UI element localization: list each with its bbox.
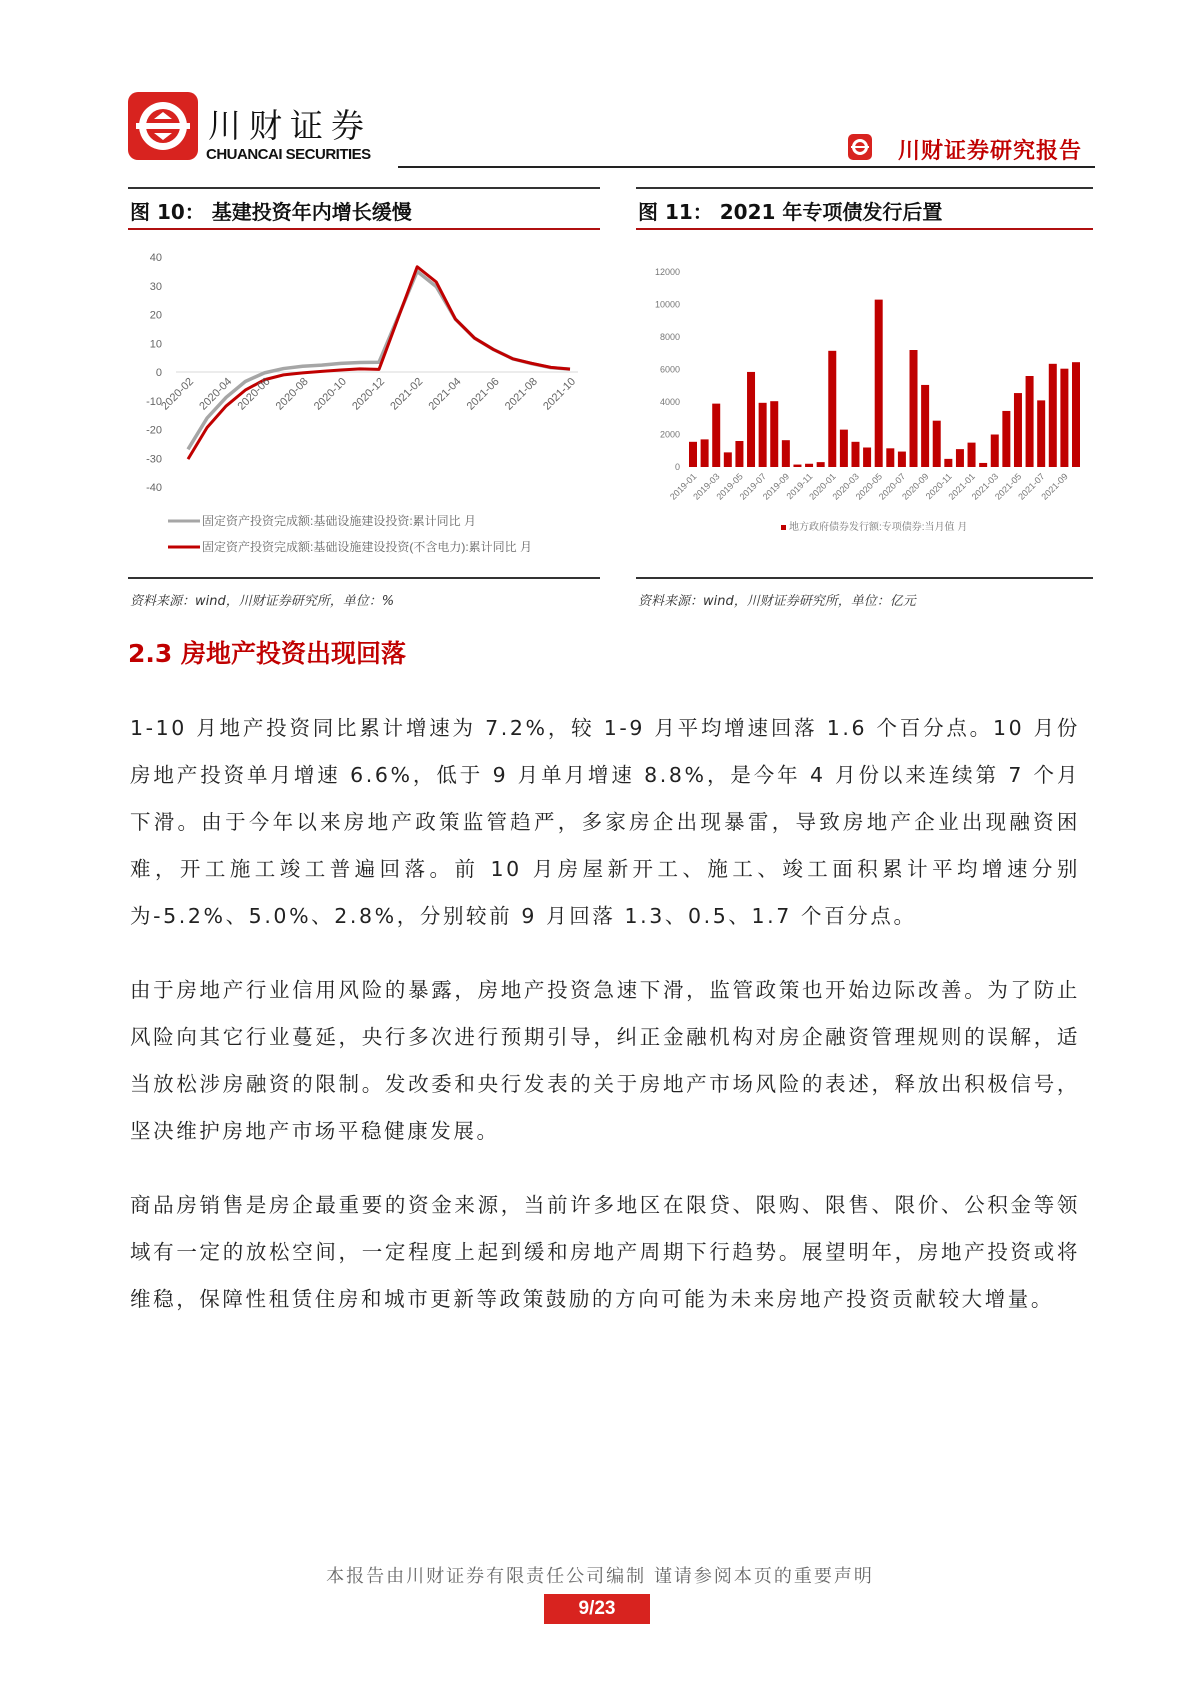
- bar: [689, 442, 697, 467]
- y-tick-label: -10: [146, 395, 162, 408]
- x-tick-label: 2021-01: [946, 471, 977, 502]
- legend-swatch: [781, 525, 786, 530]
- bar: [735, 441, 743, 467]
- bar: [793, 465, 801, 467]
- bar: [805, 464, 813, 467]
- brand-name-en: CHUANCAI SECURITIES: [206, 146, 371, 163]
- x-tick-label: 2021-06: [464, 375, 502, 413]
- x-tick-label: 2019-01: [667, 471, 699, 502]
- y-tick-label: 10000: [654, 299, 680, 310]
- bar: [770, 401, 778, 467]
- bar: [851, 442, 859, 467]
- y-tick-label: 8000: [659, 332, 680, 342]
- y-tick-label: 0: [674, 462, 680, 472]
- bar: [956, 449, 964, 467]
- paragraph: 商品房销售是房企最重要的资金来源，当前许多地区在限贷、限购、限售、限价、公积金等领域有一定的放松空间，一定程度上起到缓和房地产周期下行趋势。展望明年，房地产投资或将维稳，保障性租赁住房和城市更新等政策鼓励的方向可能为未来房地产投资贡献较大增量。: [130, 1193, 1080, 1311]
- line-chart: [128, 235, 600, 570]
- x-tick-label: 2019-07: [737, 471, 769, 502]
- bar: [1014, 393, 1022, 467]
- figure-11-title: 图 11： 2021 年专项债发行后置: [638, 200, 943, 224]
- bar: [875, 300, 883, 467]
- legend-label: 固定资产投资完成额:基础设施建设投资:累计同比 月: [202, 514, 477, 528]
- bar: [1037, 400, 1045, 467]
- x-tick-label: 2020-02: [159, 375, 197, 413]
- x-tick-label: 2019-11: [784, 471, 815, 502]
- bar: [1049, 364, 1057, 467]
- y-tick-label: 2000: [659, 429, 680, 440]
- section-heading: 2.3 房地产投资出现回落: [128, 639, 406, 668]
- bar: [1026, 376, 1034, 467]
- figure-top-rule: [128, 187, 600, 189]
- bar-chart: [636, 235, 1093, 570]
- figure-10-source: 资料来源：wind，川财证券研究所，单位：%: [130, 594, 395, 609]
- bar: [1060, 369, 1068, 467]
- y-tick-label: -30: [146, 453, 162, 466]
- y-tick-label: 10: [149, 338, 162, 351]
- x-tick-label: 2019-09: [760, 471, 792, 502]
- report-logo-icon: [848, 134, 872, 160]
- company-logo: [128, 92, 198, 160]
- x-tick-label: 2021-05: [992, 471, 1024, 502]
- bar: [910, 350, 918, 467]
- bar: [782, 440, 790, 467]
- figure-bottom-rule: [636, 577, 1093, 579]
- y-tick-label: 0: [155, 367, 162, 379]
- legend-label: 固定资产投资完成额:基础设施建设投资(不含电力):累计同比 月: [202, 540, 532, 554]
- header-rule: [398, 166, 1095, 168]
- figure-11-source: 资料来源：wind，川财证券研究所，单位：亿元: [638, 594, 916, 609]
- paragraph: 由于房地产行业信用风险的暴露，房地产投资急速下滑，监管政策也开始边际改善。为了防止风险向其它行业蔓延，央行多次进行预期引导，纠正金融机构对房企融资管理规则的误解，适当放松涉房融资的限制。发改委和央行发表的关于房地产市场风险的表述，释放出积极信号，坚决维护房地产市场平稳健康发展。: [130, 978, 1080, 1143]
- footer-disclaimer: 本报告由川财证券有限责任公司编制 谨请参阅本页的重要声明: [326, 1566, 874, 1587]
- bar: [828, 351, 836, 467]
- bar: [979, 463, 987, 467]
- bar: [840, 430, 848, 467]
- bar: [1002, 411, 1010, 467]
- bar: [898, 452, 906, 467]
- x-tick-label: 2021-03: [969, 471, 1001, 502]
- bar: [968, 443, 976, 467]
- y-tick-label: 4000: [659, 397, 680, 407]
- bar: [886, 448, 894, 467]
- bar: [921, 385, 929, 467]
- bar: [759, 403, 767, 467]
- x-tick-label: 2020-01: [807, 471, 838, 502]
- y-tick-label: 6000: [659, 364, 680, 375]
- bar: [863, 448, 871, 468]
- x-tick-label: 2019-03: [691, 471, 722, 502]
- x-tick-label: 2020-08: [273, 375, 311, 413]
- x-tick-label: 2020-06: [235, 375, 273, 413]
- series-line-1: [188, 271, 570, 449]
- bar: [747, 372, 755, 467]
- x-tick-label: 2020-09: [900, 471, 931, 502]
- x-tick-label: 2020-12: [350, 375, 388, 413]
- bar: [1072, 362, 1080, 467]
- x-tick-label: 2020-04: [197, 375, 235, 413]
- x-tick-label: 2021-10: [541, 375, 579, 413]
- bar: [944, 459, 952, 467]
- x-tick-label: 2021-09: [1039, 471, 1070, 502]
- y-tick-label: 20: [149, 309, 162, 322]
- x-tick-label: 2019-05: [714, 471, 745, 502]
- brand-name-cn: 川财证券: [208, 106, 372, 145]
- x-tick-label: 2021-07: [1016, 471, 1047, 502]
- bar: [701, 439, 709, 467]
- page-number: 9/23: [544, 1594, 650, 1624]
- bar: [817, 462, 825, 467]
- y-tick-label: 40: [149, 252, 162, 264]
- bar: [933, 421, 941, 467]
- legend-label: 地方政府债券发行额:专项债券:当月值 月: [789, 522, 968, 533]
- figure-title-rule: [636, 228, 1093, 230]
- x-tick-label: 2020-10: [311, 375, 349, 413]
- figure-10-title: 图 10： 基建投资年内增长缓慢: [130, 200, 412, 224]
- bar: [991, 435, 999, 468]
- bar: [712, 404, 720, 467]
- bar: [724, 452, 732, 467]
- report-series-name: 川财证券研究报告: [898, 139, 1083, 164]
- y-tick-label: 12000: [654, 267, 680, 277]
- x-tick-label: 2021-08: [502, 375, 540, 413]
- x-tick-label: 2020-11: [923, 471, 954, 502]
- y-tick-label: 30: [149, 280, 162, 293]
- figure-bottom-rule: [128, 577, 600, 579]
- figure-top-rule: [636, 187, 1093, 189]
- paragraph: 1-10 月地产投资同比累计增速为 7.2%，较 1-9 月平均增速回落 1.6 个百分点。10 月份房地产投资单月增速 6.6%，低于 9 月单月增速 8.8%，是今年 4 月份以来连续第 7 个月下滑。由于今年以来房地产政策监管趋严，多家房企出现暴雷，导致房地产企业出现融资困难，开工施工竣工普遍回落。前 10 月房屋新开工、施工、竣工面积累计平均增速分别为-5.2%、5.0%、2.8%，分别较前 9 月回落 1.3、0.5、1.7 个百分点。: [130, 716, 1080, 928]
- y-tick-label: -40: [146, 482, 162, 494]
- x-tick-label: 2021-02: [388, 375, 426, 413]
- x-tick-label: 2020-07: [876, 471, 908, 502]
- x-tick-label: 2020-05: [853, 471, 885, 502]
- y-tick-label: -20: [146, 424, 162, 437]
- figure-title-rule: [128, 228, 600, 230]
- x-tick-label: 2021-04: [426, 375, 464, 413]
- x-tick-label: 2020-03: [830, 471, 861, 502]
